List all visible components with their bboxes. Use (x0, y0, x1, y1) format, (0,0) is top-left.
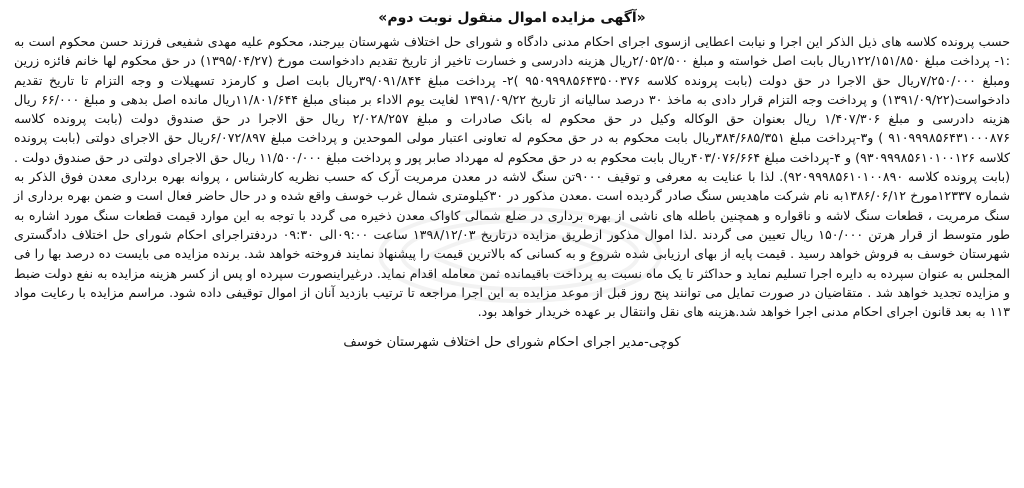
notice-title: «آگهی مزایده اموال منقول نوبت دوم» (378, 10, 646, 26)
notice-signature: کوچی-مدیر اجرای احکام شورای حل اختلاف شهرستان خوسف (343, 335, 681, 351)
notice-body: حسب پرونده کلاسه های ذیل الذکر این اجرا و نیابت اعطایی ازسوی اجرای احکام مدنی دادگاه و شورای حل اختلاف شهرستان بیرجند، محکوم علیه مهدی شفیعی فرزند حسن محکوم است به :۱- پرداخت مبلغ ۱۲۲/۱۵۱/۸۵۰ریال بابت اصل خواسته و مبلغ ۲/۰۵۲/۵۰۰ریال هزینه دادرسی و خسارت تاخیر از تاریخ تقدیم دادخواست مورخ (۱۳۹۵/۰۴/۲۷) در حق محکوم لها خانم فائزه زرین ومبلغ ۷/۲۵۰/۰۰۰ریال حق الاجرا در حق دولت (بابت پرونده کلاسه ۹۵۰۹۹۹۸۵۶۴۳۵۰۰۳۷۶ )۲- پرداخت مبلغ ۳۹/۰۹۱/۸۴۴ریال بابت اصل و کارمزد تسهیلات و وجه التزام تا تاریخ تقدیم دادخواست(۱۳۹۱/۰۹/۲۲) و پرداخت وجه التزام قرار دادی به ماخذ ۳۰ درصد سالیانه از تاریخ ۱۳۹۱/۰۹/۲۲ لغایت یوم الاداء بر مبنای مبلغ ۱۱/۸۰۱/۶۴۴ریال مانده اصل بدهی و مبلغ ۶۶/۰۰۰ ریال هزینه دادرسی و مبلغ ۱/۴۰۷/۳۰۶ ریال بعنوان حق الوکاله وکیل در حق محکوم له بانک صادرات و مبلغ ۲/۰۲۸/۲۵۷ ریال حق الاجرا در حق صندوق دولت (بابت پرونده کلاسه ۹۱۰۹۹۹۸۵۶۴۳۱۰۰۰۸۷۶ ) و۳-پرداخت مبلغ ۳۸۴/۶۸۵/۳۵۱ریال بابت محکوم به در حق محکوم له تعاونی اعتبار مولی الموحدین و پرداخت مبلغ ۶/۰۷۲/۸۹۷ریال حق الاجرای دولتی (بابت پرونده کلاسه ۹۳۰۹۹۹۸۵۶۱۰۱۰۰۱۲۶) و ۴-پرداخت مبلغ ۴۰۳/۰۷۶/۶۶۴ریال بابت محکوم به در حق محکوم له مهرداد صابر پور و پرداخت مبلغ ۱۱/۵۰۰/۰۰۰ ریال حق الاجرای دولتی در حق صندوق دولت .(بابت پرونده کلاسه ۹۲۰۹۹۹۸۵۶۱۰۱۰۰۸۹۰). لذا با عنایت به معرفی و توقیف ۹۰۰۰تن سنگ لاشه در معدن مرمریت آرک که حسب نظریه کارشناس ، پروانه بهره برداری معدن فوق الذکر به شماره ۱۲۳۳۷مورخ ۱۳۸۶/۰۶/۱۲به نام شرکت ماهدیس سنگ صادر گردیده است .معدن مذکور در ۳۰کیلومتری شمال غرب خوسف واقع شده و در حال حاضر فعال است و ضمن بهره برداری از سنگ مرمریت ، قطعات سنگ لاشه و ناقواره و همچنین باطله های ناشی از بهره برداری در ضلع شمالی کاواک معدن ذخیره می گردد با توجه به این موارد قیمت قطعات سنگ مورد اشاره به طور متوسط از قرار هرتن ۱۵۰/۰۰۰ ریال تعیین می گردند .لذا اموال مذکور ازطریق مزایده درتاریخ ۱۳۹۸/۱۲/۰۳ ساعت ۰۹:۰۰الی ۰۹:۳۰ دردفتراجرای احکام شورای حل اختلاف دادگستری شهرستان خوسف به فروش خواهد رسید . قیمت پایه از بهای ارزیابی شده شروع و به کسانی که بالاترین قیمت را پیشنهاد نمایند فروخته خواهد شد. برنده مزایده می بایست ده درصد بها را فی المجلس به عنوان سپرده به دایره اجرا تسلیم نماید و حداکثر تا یک ماه نسبت به پرداخت باقیمانده ثمن معامله اقدام نماید. درغیراینصورت سپرده او پس از کسر هزینه مزایده به نفع دولت ضبط و مزایده تجدید خواهد شد . متقاضیان در صورت تمایل می توانند پنج روز قبل از موعد مزایده به این اجرا مراجعه تا ترتیب بازدید آنان از اموال توقیفی داده شود. مراسم مزایده با رعایت مواد ۱۱۳ به بعد قانون اجرای احکام مدنی اجرا خواهد شد.هزینه های نقل وانتقال بر عهده خریدار خواهد بود. (14, 34, 1011, 320)
